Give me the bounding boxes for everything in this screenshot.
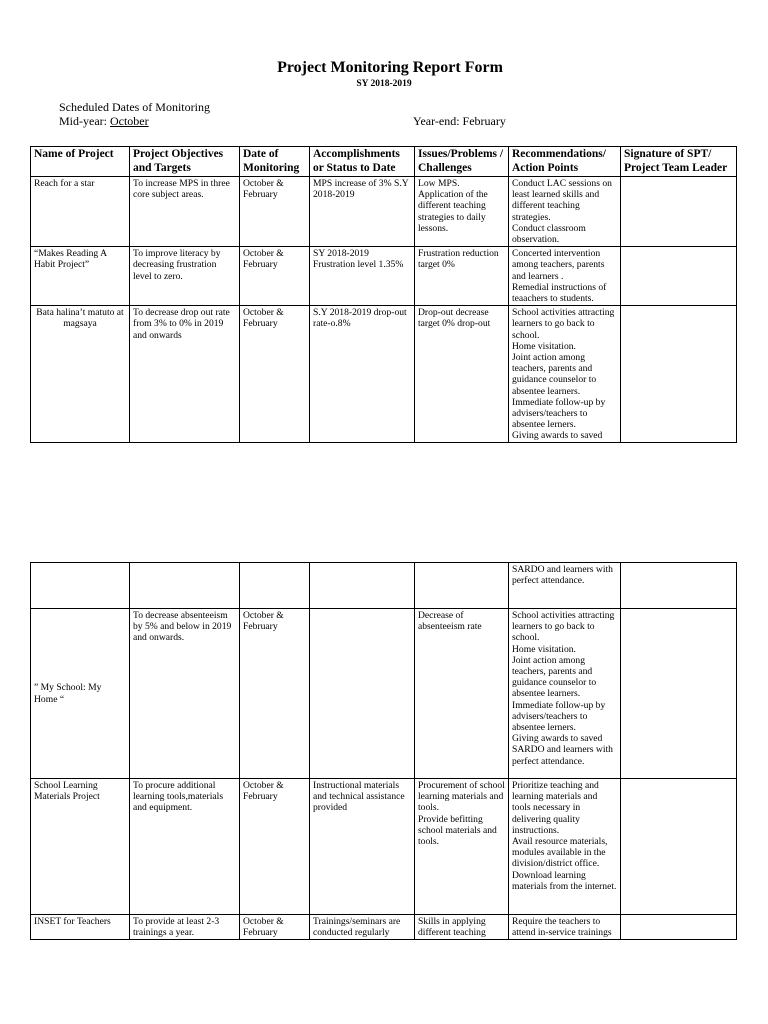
recommendations-cell bbox=[509, 609, 621, 779]
date-cell bbox=[240, 609, 310, 779]
accomplishments-cell bbox=[310, 177, 415, 247]
issues-cell bbox=[415, 306, 509, 443]
cell-text: Require the teachers to attend in-service trainings bbox=[512, 916, 612, 938]
project-name-cell bbox=[31, 177, 130, 247]
accomplishments-cell bbox=[310, 915, 415, 940]
midyear-label: Mid-year: bbox=[59, 114, 107, 128]
header-row bbox=[31, 147, 737, 177]
date-cell bbox=[240, 779, 310, 915]
objectives-cell bbox=[130, 563, 240, 609]
cell-text: INSET for Teachers bbox=[34, 916, 111, 927]
table-row bbox=[31, 306, 737, 443]
header-name-of-project: Name of Project bbox=[31, 147, 130, 177]
date-cell bbox=[240, 915, 310, 940]
signature-cell bbox=[621, 177, 737, 247]
cell-text: Trainings/seminars are conducted regularly bbox=[313, 916, 401, 938]
table-row bbox=[31, 779, 737, 915]
cell-text: October & February bbox=[243, 780, 284, 803]
table-row bbox=[31, 247, 737, 306]
cell-text: School activities attracting learners to go back to school. Home visitation. Joint action among teachers, parents and guidance counselor to absentee learners. Immediate follow-up by advisers/teachers to absentee lerners. Giving awards to saved bbox=[512, 307, 615, 442]
objectives-cell bbox=[130, 779, 240, 915]
school-year: SY 2018-2019 bbox=[356, 79, 412, 89]
cell-text: Prioritize teaching and learning materials and tools necessary in delivering quality instructions. Avail resource materials, modules available in the division/district office. Download learning materials from the internet. bbox=[512, 780, 617, 892]
issues-cell bbox=[415, 563, 509, 609]
cell-text: MPS increase of 3% S.Y 2018-2019 bbox=[313, 178, 409, 201]
yearend-label: Year-end: February bbox=[413, 114, 506, 128]
issues-cell bbox=[415, 779, 509, 915]
objectives-cell bbox=[130, 609, 240, 779]
issues-cell bbox=[415, 247, 509, 306]
cell-text: Procurement of school learning materials and tools. Provide befitting school materials and tools. bbox=[418, 780, 505, 848]
accomplishments-cell bbox=[310, 247, 415, 306]
header-recommendations: Recommendations/ Action Points bbox=[509, 147, 621, 177]
recommendations-cell bbox=[509, 247, 621, 306]
cell-text: School activities attracting learners to go back to school. Home visitation. Joint action among teachers, parents and guidance counselor to absentee learners. Immediate follow-up by advisers/teachers to absentee lerners. Giving awards to saved SARDO and learners with perfect attendance. bbox=[512, 610, 615, 767]
cell-text: October & February bbox=[243, 916, 284, 938]
table-row bbox=[31, 563, 737, 609]
table-row bbox=[31, 177, 737, 247]
cell-text: Drop-out decrease target 0% drop-out bbox=[418, 307, 491, 330]
project-name-cell bbox=[31, 915, 130, 940]
header-signature: Signature of SPT/ Project Team Leader bbox=[621, 147, 737, 177]
cell-text bbox=[624, 916, 733, 938]
cell-text: October & February bbox=[243, 178, 284, 201]
signature-cell bbox=[621, 247, 737, 306]
cell-text: Reach for a star bbox=[34, 178, 95, 189]
date-cell bbox=[240, 563, 310, 609]
signature-cell bbox=[621, 609, 737, 779]
cell-text: Frustration reduction target 0% bbox=[418, 248, 499, 271]
form-title: Project Monitoring Report Form bbox=[277, 59, 503, 76]
cell-text: To provide at least 2-3 trainings a year. bbox=[133, 916, 220, 938]
accomplishments-cell bbox=[310, 563, 415, 609]
cell-text: ” My School: My Home “ bbox=[34, 682, 102, 705]
objectives-cell bbox=[130, 915, 240, 940]
cell-text: October & February bbox=[243, 307, 284, 330]
cell-text: Low MPS. Application of the different teaching strategies to daily lessons. bbox=[418, 178, 488, 234]
issues-cell bbox=[415, 177, 509, 247]
cell-text: SY 2018-2019 Frustration level 1.35% bbox=[313, 248, 404, 271]
date-cell bbox=[240, 247, 310, 306]
midyear-value: October bbox=[109, 114, 149, 128]
cell-text: School Learning Materials Project bbox=[34, 780, 100, 803]
midyear-line bbox=[59, 114, 210, 128]
cell-text: Skills in applying different teaching bbox=[418, 916, 486, 938]
issues-cell bbox=[415, 915, 509, 940]
cell-text: Bata halina’t matuto at magsaya bbox=[36, 307, 124, 330]
project-name-cell bbox=[31, 563, 130, 609]
cell-text: Conduct LAC sessions on least learned skills and different teaching strategies. Conduct classroom observation. bbox=[512, 178, 612, 246]
header-issues: Issues/Problems / Challenges bbox=[415, 147, 509, 177]
recommendations-cell bbox=[509, 177, 621, 247]
cell-text: To decrease drop out rate from 3% to 0% in 2019 and onwards bbox=[133, 307, 230, 341]
objectives-cell bbox=[130, 306, 240, 443]
cell-text: S.Y 2018-2019 drop-out rate-o.8% bbox=[313, 307, 407, 330]
signature-cell bbox=[621, 779, 737, 915]
cell-text: October & February bbox=[243, 248, 284, 271]
header-objectives: Project Objectives and Targets bbox=[130, 147, 240, 177]
accomplishments-cell bbox=[310, 306, 415, 443]
cell-text: Decrease of absenteeism rate bbox=[418, 610, 482, 633]
project-name-cell bbox=[31, 779, 130, 915]
cell-text: October & February bbox=[243, 610, 284, 633]
cell-text: Concerted intervention among teachers, parents and learners . Remedial instructions of teaachers to students. bbox=[512, 248, 607, 305]
recommendations-cell bbox=[509, 563, 621, 609]
recommendations-cell bbox=[509, 915, 621, 940]
objectives-cell bbox=[130, 177, 240, 247]
table-row bbox=[31, 609, 737, 779]
project-name-cell bbox=[31, 247, 130, 306]
date-cell bbox=[240, 306, 310, 443]
accomplishments-cell bbox=[310, 609, 415, 779]
table-row bbox=[31, 915, 737, 940]
cell-text: To decrease absenteeism by 5% and below in 2019 and onwards. bbox=[133, 610, 232, 644]
header-date: Date of Monitoring bbox=[240, 147, 310, 177]
cell-text: SARDO and learners with perfect attendance. bbox=[512, 564, 613, 587]
header-accomplishments: Accomplishments or Status to Date bbox=[310, 147, 415, 177]
accomplishments-cell bbox=[310, 779, 415, 915]
signature-cell bbox=[621, 563, 737, 609]
issues-cell bbox=[415, 609, 509, 779]
date-cell bbox=[240, 177, 310, 247]
objectives-cell bbox=[130, 247, 240, 306]
scheduled-dates-label: Scheduled Dates of Monitoring bbox=[59, 100, 210, 114]
cell-text: To improve literacy by decreasing frustration level to zero. bbox=[133, 248, 221, 282]
monitoring-schedule bbox=[59, 100, 210, 128]
recommendations-cell bbox=[509, 779, 621, 915]
cell-text: Instructional materials and technical assistance provided bbox=[313, 780, 405, 814]
cell-text: To increase MPS in three core subject areas. bbox=[133, 178, 230, 201]
monitoring-table-page1 bbox=[30, 146, 737, 443]
signature-cell bbox=[621, 915, 737, 940]
project-name-cell bbox=[31, 306, 130, 443]
cell-text: “Makes Reading A Habit Project” bbox=[34, 248, 107, 271]
signature-cell bbox=[621, 306, 737, 443]
project-name-cell bbox=[31, 609, 130, 779]
monitoring-table-page2 bbox=[30, 562, 737, 940]
cell-text: To procure additional learning tools,materials and equipment. bbox=[133, 780, 224, 814]
recommendations-cell bbox=[509, 306, 621, 443]
